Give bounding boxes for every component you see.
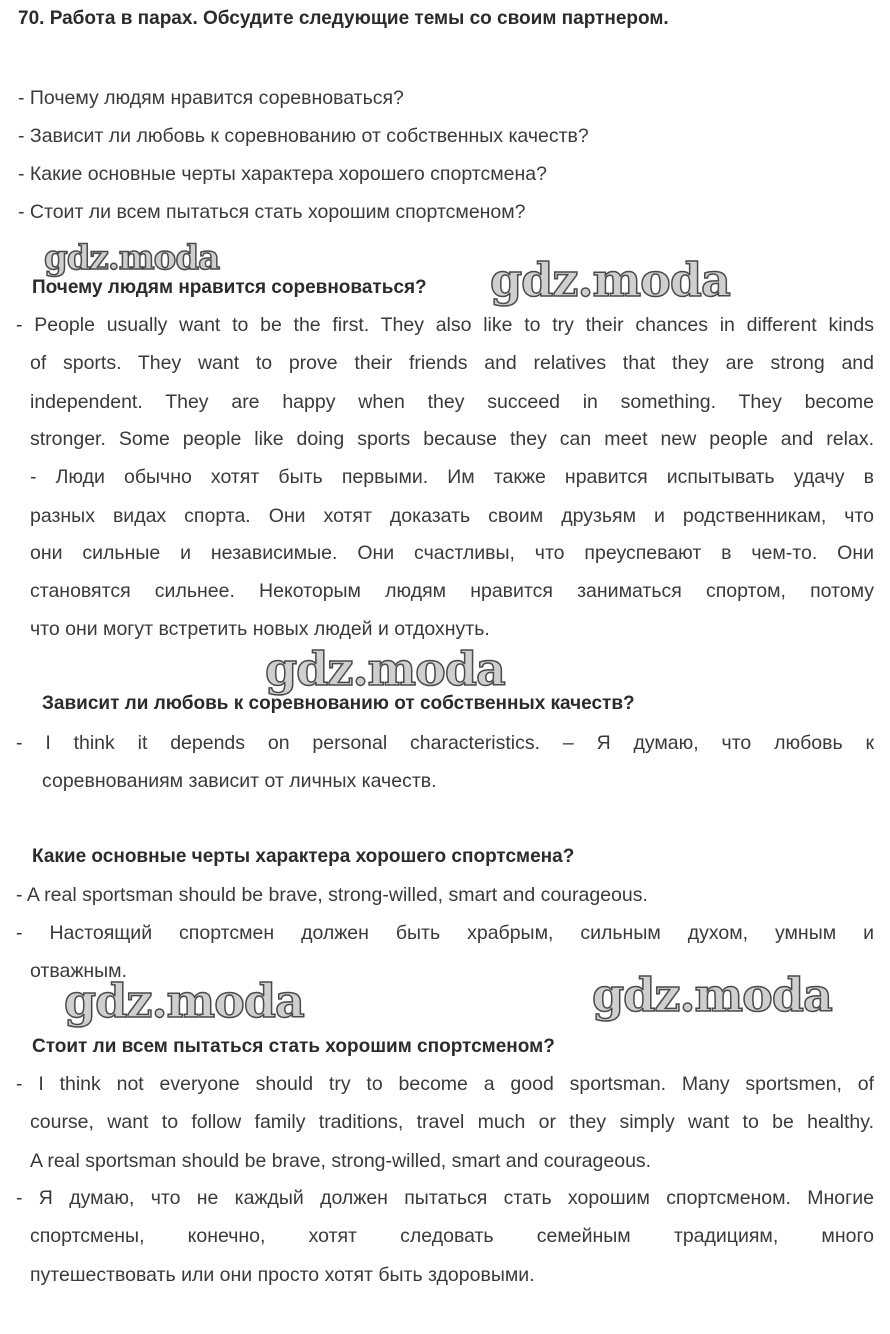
answer-line: становятся сильнее. Некоторым людям нравится заниматься спортом, потому [30, 580, 874, 602]
answer-line: что они могут встретить новых людей и отдохнуть. [30, 618, 490, 640]
answer-line: соревнованиям зависит от личных качеств. [42, 770, 437, 792]
answer-title: Почему людям нравится соревноваться? [32, 277, 427, 298]
answer-line: - I think it depends on personal characteristics. – Я думаю, что любовь к [16, 732, 874, 754]
answer-line: - I think not everyone should try to become a good sportsman. Many sportsmen, of [16, 1073, 874, 1095]
question-item: - Зависит ли любовь к соревнованию от собственных качеств? [18, 125, 589, 147]
answer-line: - People usually want to be the first. They also like to try their chances in different kinds [16, 314, 874, 336]
watermark-logo: gdz.moda [44, 238, 220, 278]
watermark-logo: gdz.moda [490, 253, 730, 307]
answer-title: Зависит ли любовь к соревнованию от собственных качеств? [42, 693, 635, 714]
answer-title: Стоит ли всем пытаться стать хорошим спортсменом? [32, 1036, 555, 1057]
answer-line: - Настоящий спортсмен должен быть храбрым, сильным духом, умным и [16, 922, 874, 944]
answer-line: of sports. They want to prove their friends and relatives that they are strong and [30, 352, 874, 374]
answer-line: разных видах спорта. Они хотят доказать своим друзьям и родственникам, что [30, 505, 874, 527]
answer-line: они сильные и независимые. Они счастливы, что преуспевают в чем-то. Они [30, 542, 874, 564]
answer-title: Какие основные черты характера хорошего спортсмена? [32, 846, 575, 867]
question-item: - Почему людям нравится соревноваться? [18, 87, 404, 109]
watermark-logo: gdz.moda [265, 642, 505, 696]
question-item: - Стоит ли всем пытаться стать хорошим спортсменом? [18, 201, 526, 223]
question-item: - Какие основные черты характера хорошего спортсмена? [18, 163, 547, 185]
answer-line: спортсмены, конечно, хотят следовать семейным традициям, много [30, 1225, 874, 1247]
exercise-heading: 70. Работа в парах. Обсудите следующие темы со своим партнером. [18, 8, 669, 29]
answer-line: independent. They are happy when they succeed in something. They become [30, 391, 874, 413]
answer-line: A real sportsman should be brave, strong-willed, smart and courageous. [30, 1150, 652, 1172]
watermark-logo: gdz.moda [592, 968, 832, 1022]
answer-line: course, want to follow family traditions, travel much or they simply want to be healthy. [30, 1111, 874, 1133]
answer-line: - A real sportsman should be brave, strong-willed, smart and courageous. [16, 884, 648, 906]
watermark-logo: gdz.moda [64, 974, 304, 1028]
answer-line: stronger. Some people like doing sports because they can meet new people and relax. [30, 428, 874, 450]
answer-line: путешествовать или они просто хотят быть здоровыми. [30, 1264, 535, 1286]
answer-line: - Люди обычно хотят быть первыми. Им также нравится испытывать удачу в [30, 466, 874, 488]
answer-line: - Я думаю, что не каждый должен пытаться стать хорошим спортсменом. Многие [16, 1187, 874, 1209]
answer-line: отважным. [30, 960, 127, 982]
